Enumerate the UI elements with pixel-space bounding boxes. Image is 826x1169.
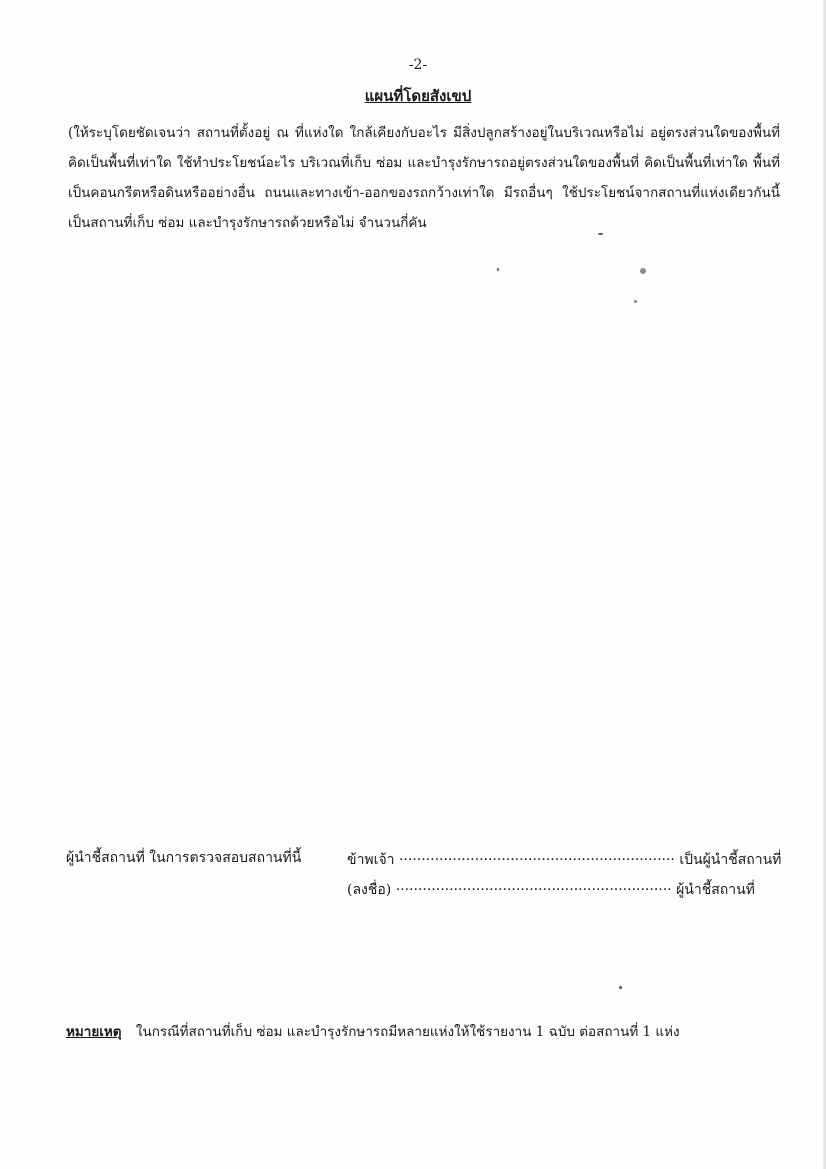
signature-name-dots: .............................................................. [398,848,675,864]
signature-name-suffix: เป็นผู้นำชี้สถานที่ [679,852,782,868]
signature-section-label: ผู้นำชี้สถานที่ ในการตรวจสอบสถานที่นี้ [66,850,302,866]
scan-speck [598,233,603,235]
signature-line-sign [347,878,755,901]
instructions-paragraph: (ให้ระบุโดยชัดเจนว่า สถานที่ตั้งอยู่ ณ ที่แห่งใด ใกล้เคียงกับอะไร มีสิ่งปลูกสร้างอยู่ในบริเวณหรือไม่ อยู่ตรงส่วนใดของพื้นที่ คิดเป็นพื้นที่เท่าใด ใช้ทำประโยชน์อะไร บริเวณที่เก็บ ซ่อม และบำรุงรักษารถอยู่ตรงส่วนใดของพื้นที่ คิดเป็นพื้นที่เท่าใด พื้นที่เป็นคอนกรีตหรือดินหรืออย่างอื่น ถนนและทางเข้า-ออกของรถกว้างเท่าใด มีรถอื่นๆ ใช้ประโยชน์จากสถานที่แห่งเดียวกันนี้ เป็นสถานที่เก็บ ซ่อม และบำรุงรักษารถด้วยหรือไม่ จำนวนกี่คัน [68,125,780,231]
note-line [66,1020,680,1042]
note-label: หมายเหตุ [66,1024,122,1040]
page-number: -2- [408,57,428,73]
signature-sign-suffix: ผู้นำชี้สถานที่ [676,882,755,898]
signature-sign-dots: .............................................................. [395,878,672,894]
scan-speck [640,268,646,274]
note-text: ในกรณีที่สถานที่เก็บ ซ่อม และบำรุงรักษารถมีหลายแห่งให้ใช้รายงาน 1 ฉบับ ต่อสถานที่ 1 แห่ง [135,1024,680,1040]
page-title: แผนที่โดยสังเขป [364,87,472,105]
signature-name-prefix: ข้าพเจ้า [347,852,395,868]
signature-sign-prefix: (ลงชื่อ) [347,882,392,898]
signature-line-name [347,848,781,871]
scan-speck [634,300,637,303]
scan-speck [619,986,622,989]
scan-speck [497,268,499,271]
